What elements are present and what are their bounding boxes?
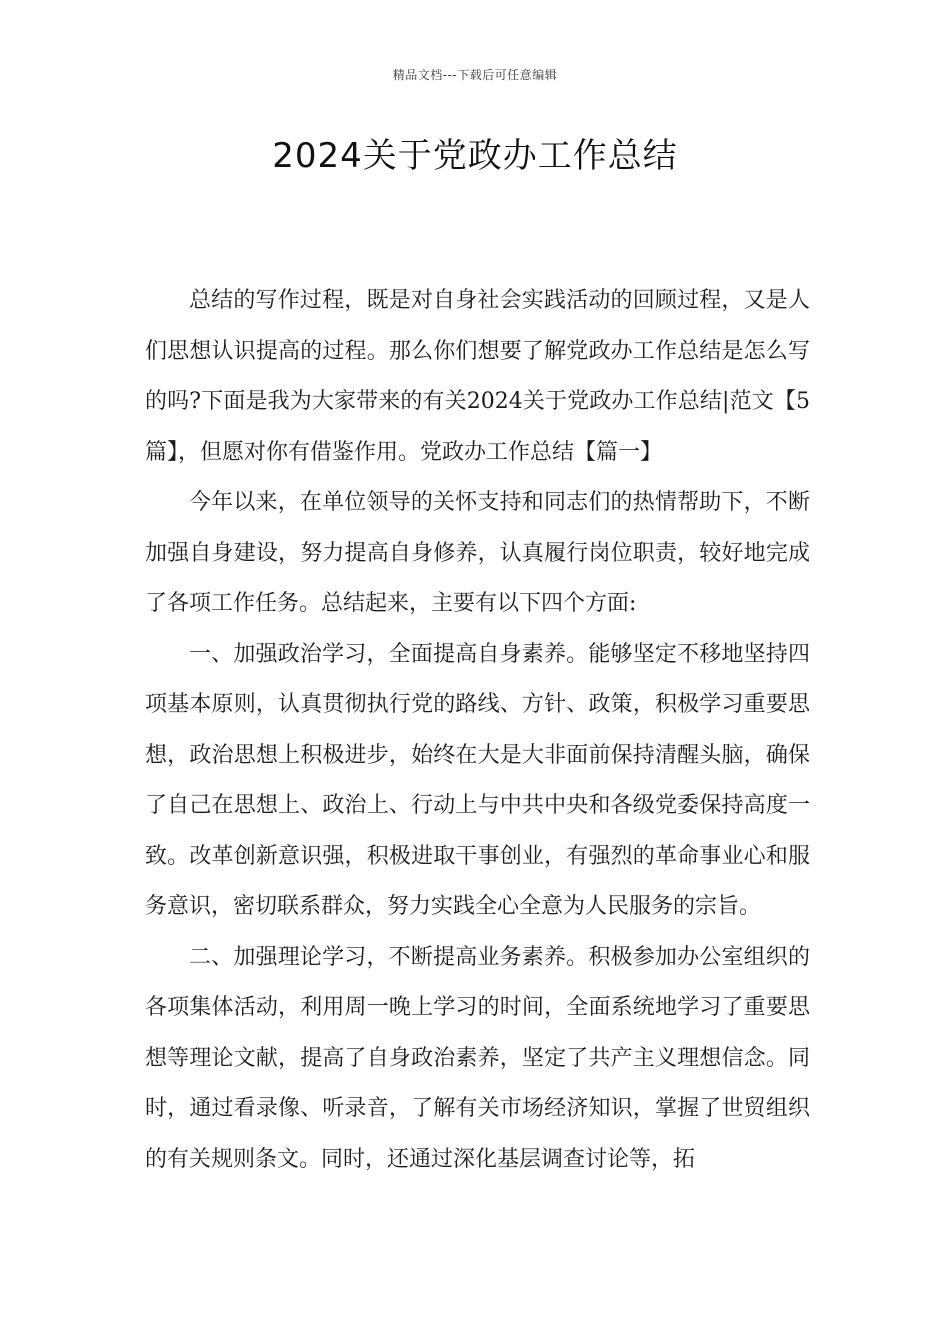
paragraph-overview: 今年以来，在单位领导的关怀支持和同志们的热情帮助下，不断加强自身建设，努力提高自身修养，认真履行岗位职责，较好地完成了各项工作任务。总结起来，主要有以下四个方面: [145,490,810,616]
document-title: 2024关于党政办工作总结 [272,136,678,176]
paragraph-theory-study: 二、加强理论学习，不断提高业务素养。积极参加办公室组织的各项集体活动，利用周一晚上学习的时间，全面系统地学习了重要思想等理论文献，提高了自身政治素养，坚定了共产主义理想信念。同时，通过看录像、听录音，了解有关市场经济知识，掌握了世贸组织的有关规则条文。同时，还通过深化基层调查讨论等，拓 [145,944,810,1172]
paragraph-political-study: 一、加强政治学习，全面提高自身素养。能够坚定不移地坚持四项基本原则，认真贯彻执行党的路线、方针、政策，积极学习重要思想，政治思想上积极进步，始终在大是大非面前保持清醒头脑，确保了自己在思想上、政治上、行动上与中共中央和各级党委保持高度一致。改革创新意识强，积极进取干事创业，有强烈的革命事业心和服务意识，密切联系群众，努力实践全心全意为人民服务的宗旨。 [145,641,810,919]
document-body [145,276,810,1185]
page-header-note: 精品文档---下载后可任意编辑 [392,68,558,82]
paragraph-intro: 总结的写作过程，既是对自身社会实践活动的回顾过程，又是人们思想认识提高的过程。那么你们想要了解党政办工作总结是怎么写的吗?下面是我为大家带来的有关2024关于党政办工作总结|范文【5篇】，但愿对你有借鉴作用。党政办工作总结【篇一】 [145,288,810,465]
